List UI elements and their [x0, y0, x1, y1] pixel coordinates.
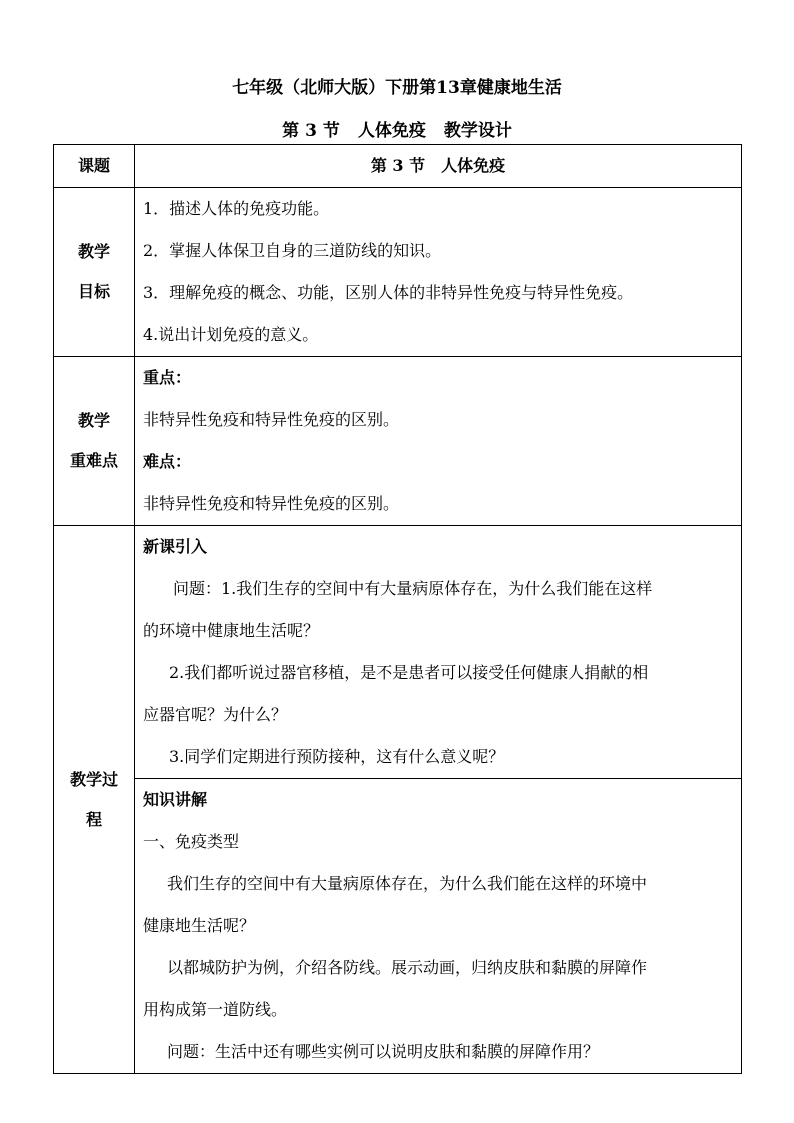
section-heading: 一、免疫类型 [143, 832, 240, 851]
subtitle-topic: 人体免疫 [357, 121, 426, 141]
key-title: 重点： [143, 368, 192, 387]
objectives-label-line-1: 教学 [77, 242, 110, 261]
paragraph-3: 问题：生活中还有哪些实例可以说明皮肤和黏膜的屏障作用？ [167, 1042, 600, 1061]
lesson-plan-table [53, 144, 742, 1074]
paragraph-2a: 以都城防护为例，介绍各防线。展示动画，归纳皮肤和黏膜的屏障作 [167, 958, 648, 977]
key-text: 非特异性免疫和特异性免疫的区别。 [143, 410, 400, 429]
process-label [54, 526, 135, 1074]
topic-row [54, 145, 742, 188]
intro-question-2b: 应器官呢？为什么？ [143, 705, 288, 724]
difficulty-text: 非特异性免疫和特异性免疫的区别。 [143, 494, 400, 513]
keypoints-content [135, 357, 742, 526]
objective-item: 1．描述人体的免疫功能。 [143, 199, 330, 218]
objectives-content [135, 188, 742, 357]
paragraph-1a: 我们生存的空间中有大量病原体存在，为什么我们能在这样的环境中 [167, 874, 648, 893]
objectives-label-line-2: 目标 [77, 282, 110, 301]
intro-title: 新课引入 [143, 537, 208, 556]
intro-question-1a: 问题：1.我们生存的空间中有大量病原体存在，为什么我们能在这样 [173, 579, 653, 598]
keypoints-label-line-1: 教学 [77, 411, 110, 430]
intro-question-3: 3.同学们定期进行预防接种，这有什么意义呢？ [169, 747, 505, 766]
topic-label: 课题 [54, 145, 135, 188]
subtitle-design: 教学设计 [443, 121, 512, 141]
process-row [54, 526, 742, 1074]
paragraph-1b: 健康地生活呢？ [143, 916, 256, 935]
document-subtitle [0, 116, 794, 141]
objective-item: 4.说出计划免疫的意义。 [143, 325, 319, 344]
process-content [135, 526, 742, 1074]
objective-item: 2．掌握人体保卫自身的三道防线的知识。 [143, 241, 442, 260]
process-label-line-1: 教学过 [69, 769, 118, 789]
process-label-line-2: 程 [85, 809, 102, 829]
keypoints-row [54, 357, 742, 526]
objectives-row [54, 188, 742, 357]
topic-value: 第 3 节 人体免疫 [135, 145, 742, 188]
difficulty-title: 难点： [143, 452, 192, 471]
objective-item: 3．理解免疫的概念、功能，区别人体的非特异性免疫与特异性免疫。 [143, 283, 634, 302]
objectives-label [54, 188, 135, 357]
knowledge-title: 知识讲解 [143, 790, 208, 809]
document-title: 七年级（北师大版）下册第13章健康地生活 [232, 78, 562, 98]
paragraph-2b: 用构成第一道防线。 [143, 1000, 288, 1019]
intro-question-2a: 2.我们都听说过器官移植，是不是患者可以接受任何健康人捐献的相 [169, 663, 649, 682]
keypoints-label [54, 357, 135, 526]
keypoints-label-line-2: 重难点 [69, 451, 118, 470]
subtitle-section: 第 3 节 [282, 121, 340, 141]
intro-question-1b: 的环境中健康地生活呢？ [143, 621, 320, 640]
